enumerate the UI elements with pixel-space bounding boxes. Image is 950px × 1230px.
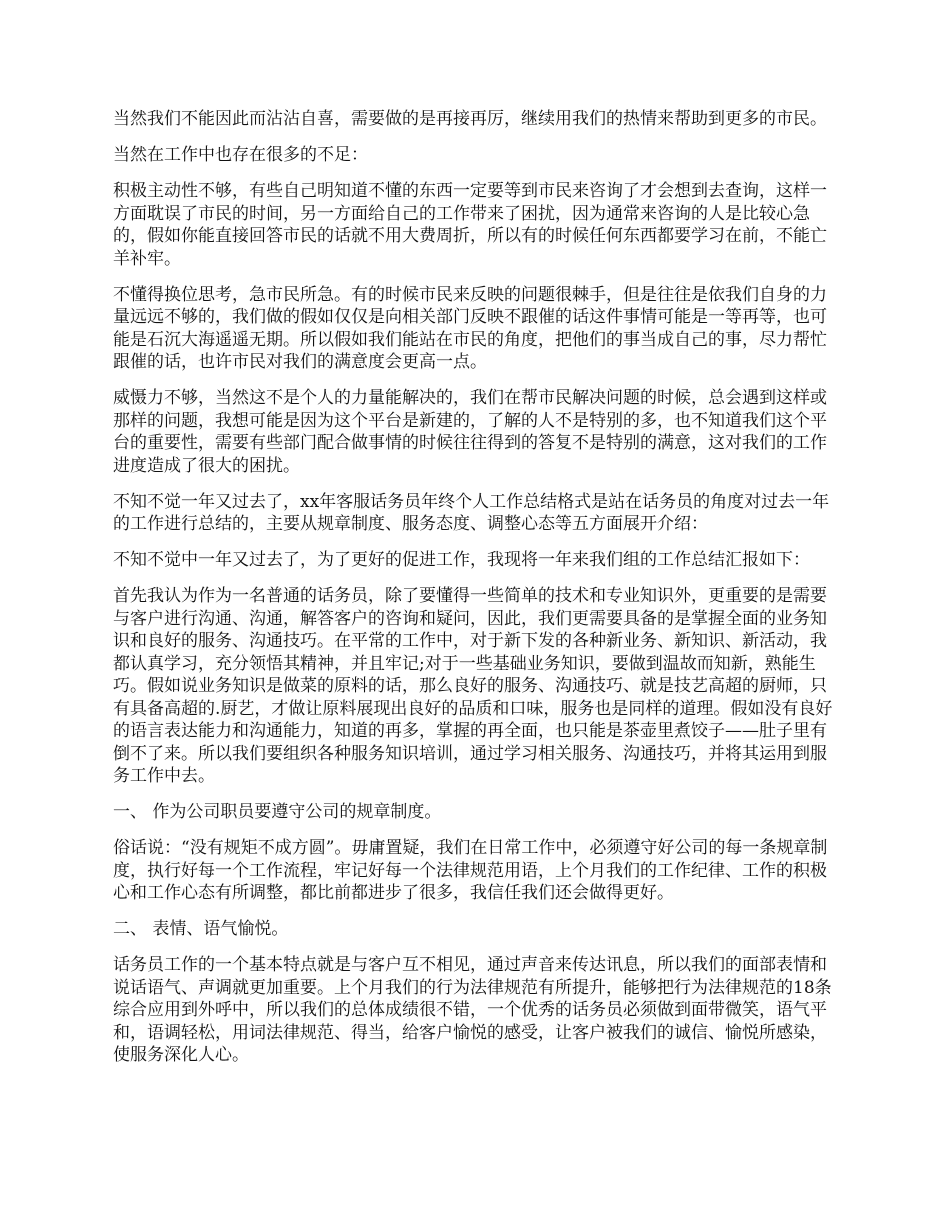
paragraph-1: 当然我们不能因此而沾沾自喜，需要做的是再接再厉，继续用我们的热情来帮助到更多的市民。 bbox=[113, 109, 827, 129]
paragraph-2: 当然在工作中也存在很多的不足： bbox=[113, 145, 368, 165]
paragraph-4: 不懂得换位思考，急市民所急。有的时候市民来反映的问题很棘手，但是往往是依我们自身的力量远远不够的，我们做的假如仅仅是向相关部门反映不跟催的话这件事情可能是一等再等，也可能是石沉大海遥遥无期。所以假如我们能站在市民的角度，把他们的事当成自己的事，尽力帮忙跟催的话，也许市民对我们的满意度会更高一点。 bbox=[113, 284, 827, 372]
section-heading-1: 一、 作为公司职员要遵守公司的规章制度。 bbox=[113, 802, 442, 822]
paragraph-10: 俗话说：“没有规矩不成方圆”。毋庸置疑，我们在日常工作中，必须遵守好公司的每一条规章制度，执行好每一个工作流程，牢记好每一个法律规范用语，上个月我们的工作纪律、工作的积极心和工作心态有所调整，都比前都进步了很多，我信任我们还会做得更好。 bbox=[113, 838, 828, 903]
paragraph-12: 话务员工作的一个基本特点就是与客户互不相见，通过声音来传达讯息，所以我们的面部表情和说话语气、声调就更加重要。上个月我们的行为法律规范有所提升，能够把行为法律规范的18条综合应用到外呼中，所以我们的总体成绩很不错，一个优秀的话务员必须做到面带微笑，语气平和，语调轻松，用词法律规范、得当，给客户愉悦的感受，让客户被我们的诚信、愉悦所感染，使服务深化人心。 bbox=[113, 955, 832, 1065]
section-heading-2: 二、 表情、语气愉悦。 bbox=[113, 919, 289, 939]
paragraph-3: 积极主动性不够，有些自己明知道不懂的东西一定要等到市民来咨询了才会想到去查询，这样一方面耽误了市民的时间，另一方面给自己的工作带来了困扰，因为通常来咨询的人是比较心急的，假如你能直接回答市民的话就不用大费周折，所以有的时候任何东西都要学习在前，不能亡羊补牢。 bbox=[113, 181, 827, 269]
paragraph-5: 威慑力不够，当然这不是个人的力量能解决的，我们在帮市民解决问题的时候，总会遇到这样或那样的问题，我想可能是因为这个平台是新建的，了解的人不是特别的多，也不知道我们这个平台的重要性，需要有些部门配合做事情的时候往往得到的答复不是特别的满意，这对我们的工作进度造成了很大的困扰。 bbox=[113, 388, 827, 476]
paragraph-8: 首先我认为作为一名普通的话务员，除了要懂得一些简单的技术和专业知识外，更重要的是需要与客户进行沟通、沟通，解答客户的咨询和疑问，因此，我们更需要具备的是掌握全面的业务知识和良好的服务、沟通技巧。在平常的工作中，对于新下发的各种新业务、新知识、新活动，我都认真学习，充分领悟其精神，并且牢记;对于一些基础业务知识，要做到温故而知新，熟能生巧。假如说业务知识是做菜的原料的话，那么良好的服务、沟通技巧、就是技艺高超的厨师，只有具备高超的.厨艺，才做让原料展现出良好的品质和口味，服务也是同样的道理。假如没有良好的语言表达能力和沟通能力，知道的再多，掌握的再全面，也只能是茶壶里煮饺子——肚子里有倒不了来。所以我们要组织各种服务知识培训，通过学习相关服务、沟通技巧，并将其运用到服务工作中去。 bbox=[113, 586, 833, 786]
paragraph-6: 不知不觉一年又过去了，xx年客服话务员年终个人工作总结格式是站在话务员的角度对过去一年的工作进行总结的，主要从规章制度、服务态度、调整心态等五方面展开介绍： bbox=[113, 491, 830, 534]
paragraph-7: 不知不觉中一年又过去了，为了更好的促进工作，我现将一年来我们组的工作总结汇报如下： bbox=[113, 550, 810, 570]
